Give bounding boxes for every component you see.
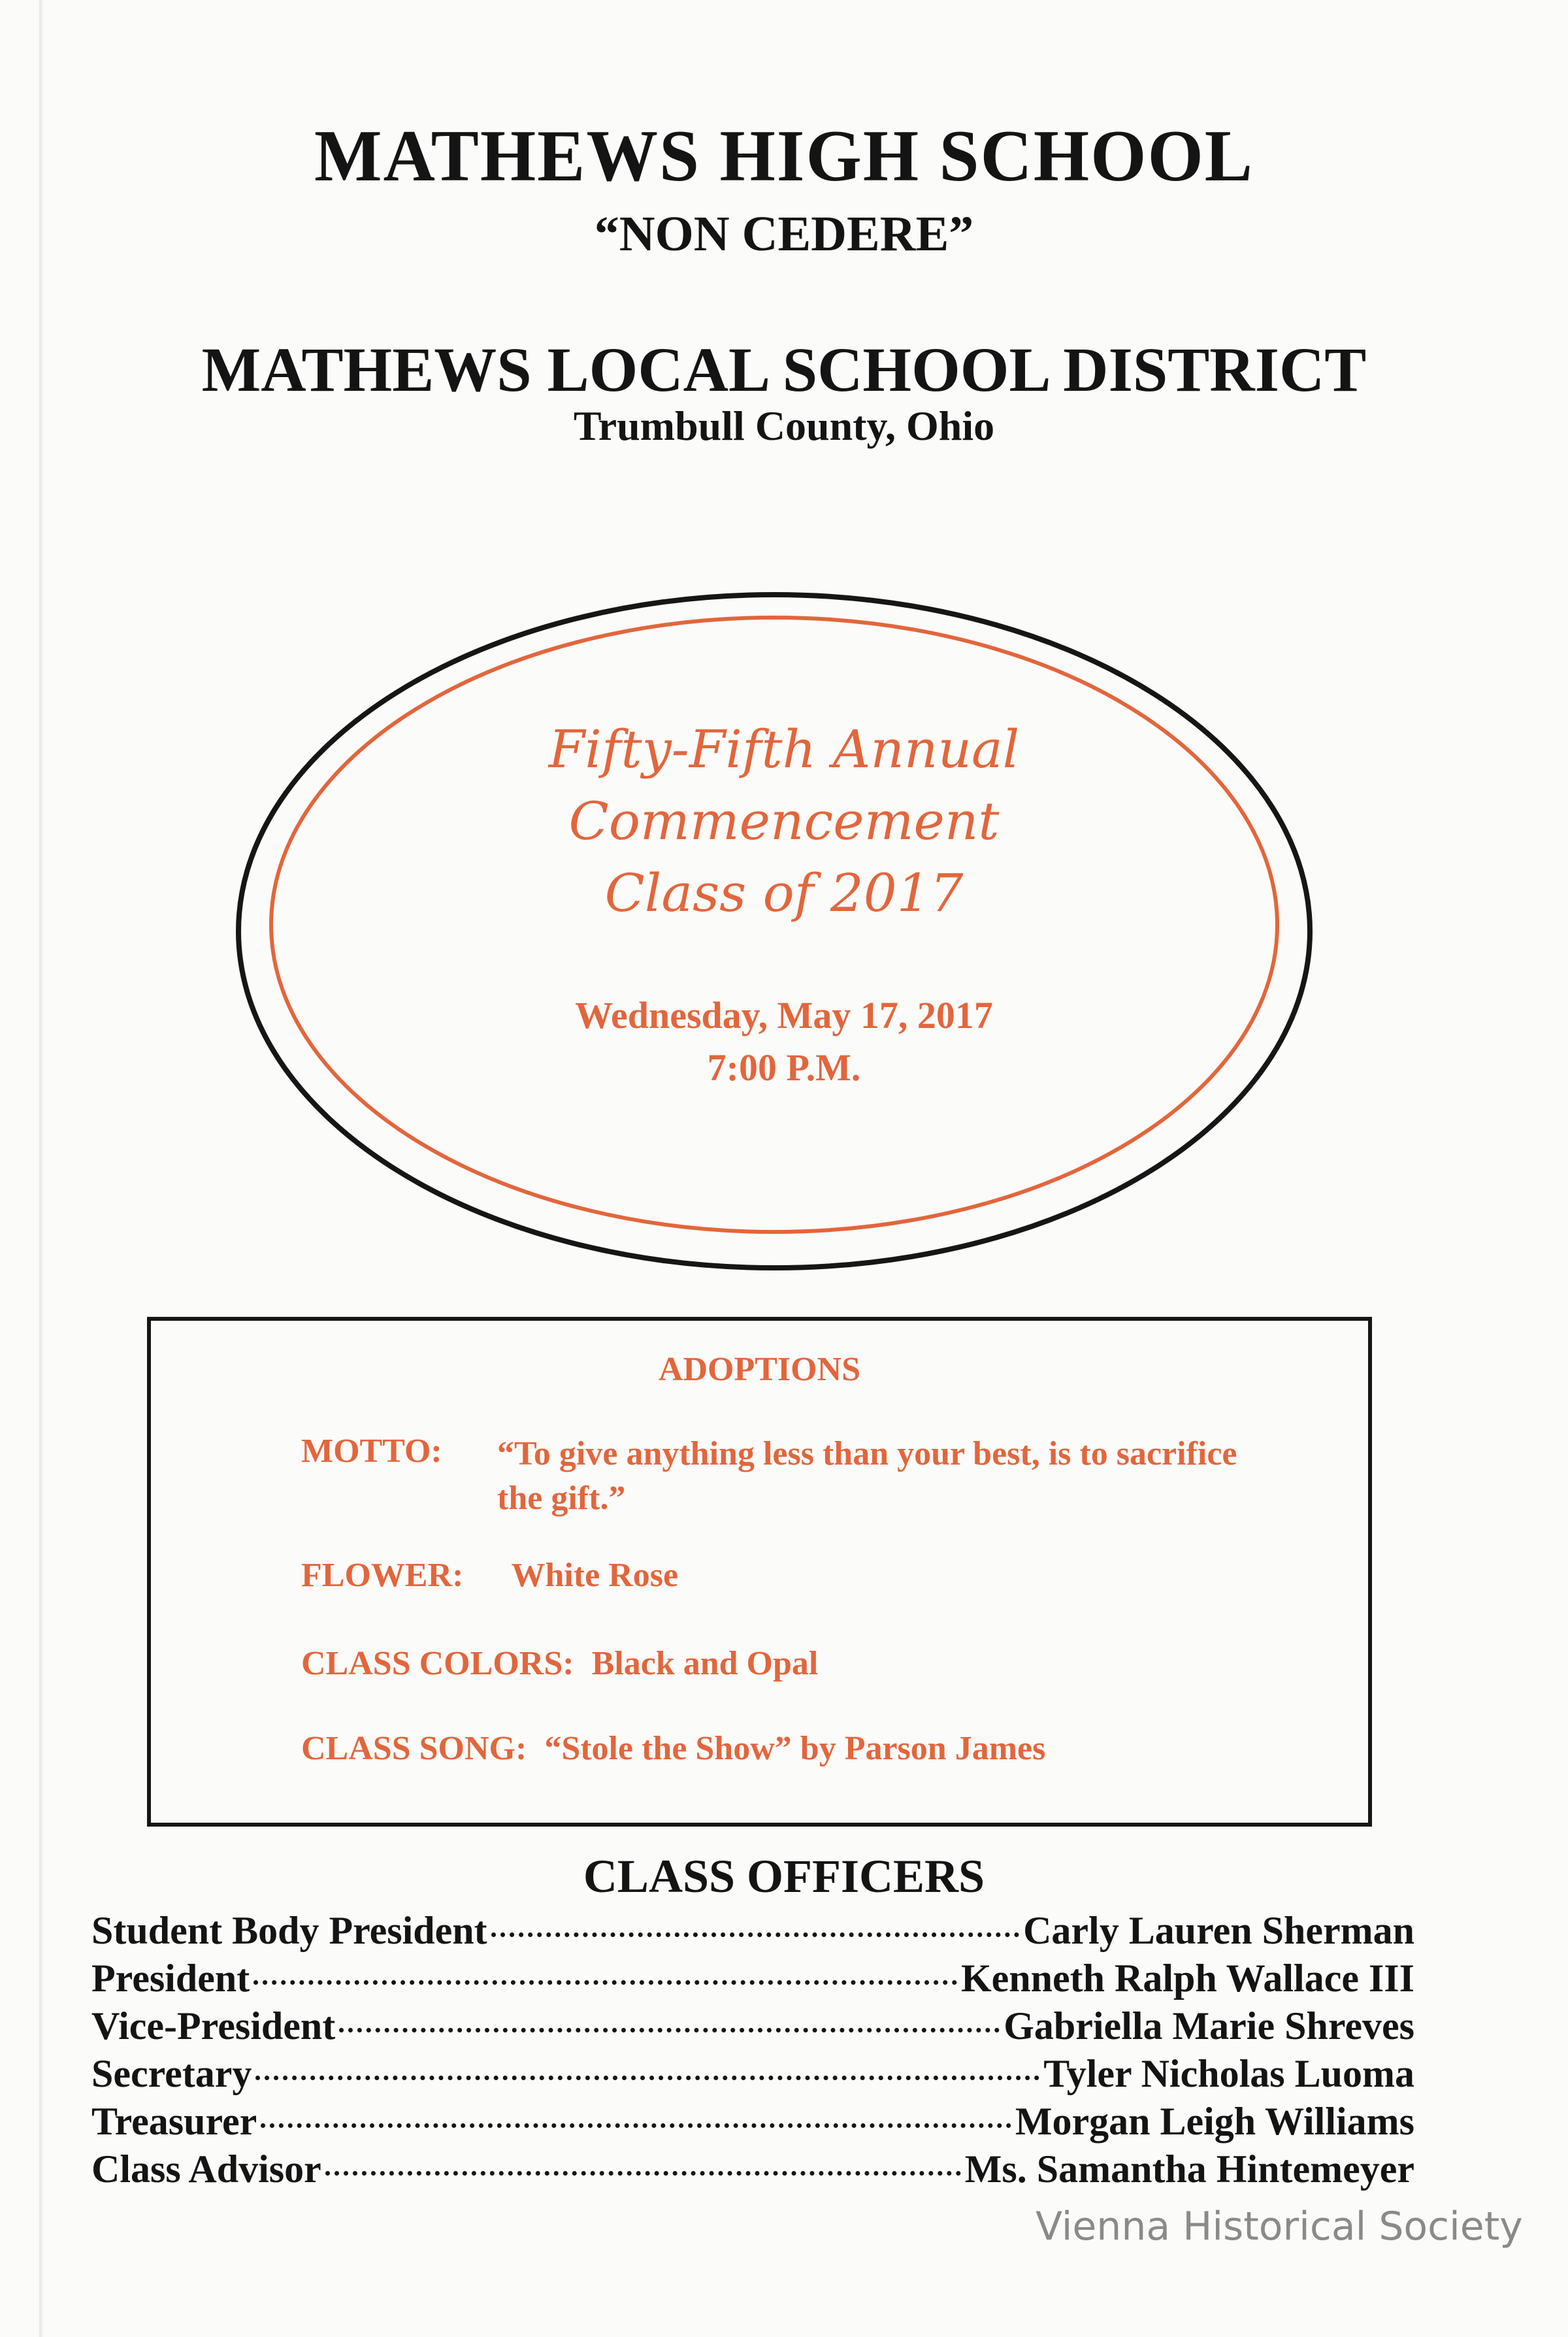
officer-title: Vice-President xyxy=(91,2004,336,2047)
officer-title: Student Body President xyxy=(91,1909,487,1952)
event-time: 7:00 P.M. xyxy=(707,1046,861,1089)
officer-row xyxy=(91,2147,1414,2195)
officer-row xyxy=(91,1956,1414,2004)
officer-name: Morgan Leigh Williams xyxy=(1015,2100,1414,2143)
event-class: Class of 2017 xyxy=(604,863,964,923)
adoptions-heading: ADOPTIONS xyxy=(658,1351,861,1388)
song-value: “Stole the Show” by Parson James xyxy=(544,1730,1046,1767)
adoption-flower xyxy=(301,1556,678,1595)
dot-leader xyxy=(339,2028,1000,2032)
officer-name: Carly Lauren Sherman xyxy=(1023,1909,1414,1952)
dot-leader xyxy=(261,2123,1011,2128)
officers-list xyxy=(91,1908,1414,2195)
inner-oval-border xyxy=(271,618,1277,1232)
officer-name: Tyler Nicholas Luoma xyxy=(1043,2052,1414,2095)
adoption-song xyxy=(301,1729,1045,1768)
adoption-colors xyxy=(301,1644,818,1683)
officer-row xyxy=(91,2099,1414,2147)
officer-name: Kenneth Ralph Wallace III xyxy=(960,1957,1414,2000)
event-title: Fifty-Fifth Annual xyxy=(548,719,1020,780)
officer-title: President xyxy=(91,1957,250,2000)
motto-label: MOTTO: xyxy=(301,1433,442,1470)
flower-label: FLOWER: xyxy=(301,1557,464,1594)
outer-oval-border xyxy=(238,595,1310,1268)
watermark: Vienna Historical Society xyxy=(1036,2204,1523,2249)
school-motto: “NON CEDERE” xyxy=(594,207,974,261)
officer-row xyxy=(91,2051,1414,2099)
officer-row xyxy=(91,1908,1414,1956)
dot-leader xyxy=(491,1932,1019,1937)
colors-value: Black and Opal xyxy=(591,1645,819,1682)
district-name: MATHEWS LOCAL SCHOOL DISTRICT xyxy=(201,335,1367,405)
officer-row xyxy=(91,2004,1414,2051)
colors-label: CLASS COLORS: xyxy=(301,1645,574,1682)
officer-name: Gabriella Marie Shreves xyxy=(1004,2004,1414,2047)
adoptions-box xyxy=(147,1317,1372,1827)
officer-title: Secretary xyxy=(91,2052,252,2095)
song-label: CLASS SONG: xyxy=(301,1730,527,1767)
officer-title: Class Advisor xyxy=(91,2147,321,2191)
school-name: MATHEWS HIGH SCHOOL xyxy=(314,116,1254,197)
dot-leader xyxy=(253,1980,957,1985)
officers-heading: CLASS OFFICERS xyxy=(583,1850,985,1902)
motto-value: “To give anything less than your best, is to sacrifice the gift.” xyxy=(497,1435,1237,1517)
county-name: Trumbull County, Ohio xyxy=(573,403,995,449)
dot-leader xyxy=(255,2076,1039,2080)
adoption-motto xyxy=(301,1432,1281,1517)
flower-value: White Rose xyxy=(511,1557,679,1594)
event-subtitle: Commencement xyxy=(568,791,1000,852)
officer-title: Treasurer xyxy=(91,2100,257,2143)
officer-name: Ms. Samantha Hintemeyer xyxy=(964,2147,1414,2191)
event-date: Wednesday, May 17, 2017 xyxy=(575,994,993,1036)
dot-leader xyxy=(325,2171,961,2176)
